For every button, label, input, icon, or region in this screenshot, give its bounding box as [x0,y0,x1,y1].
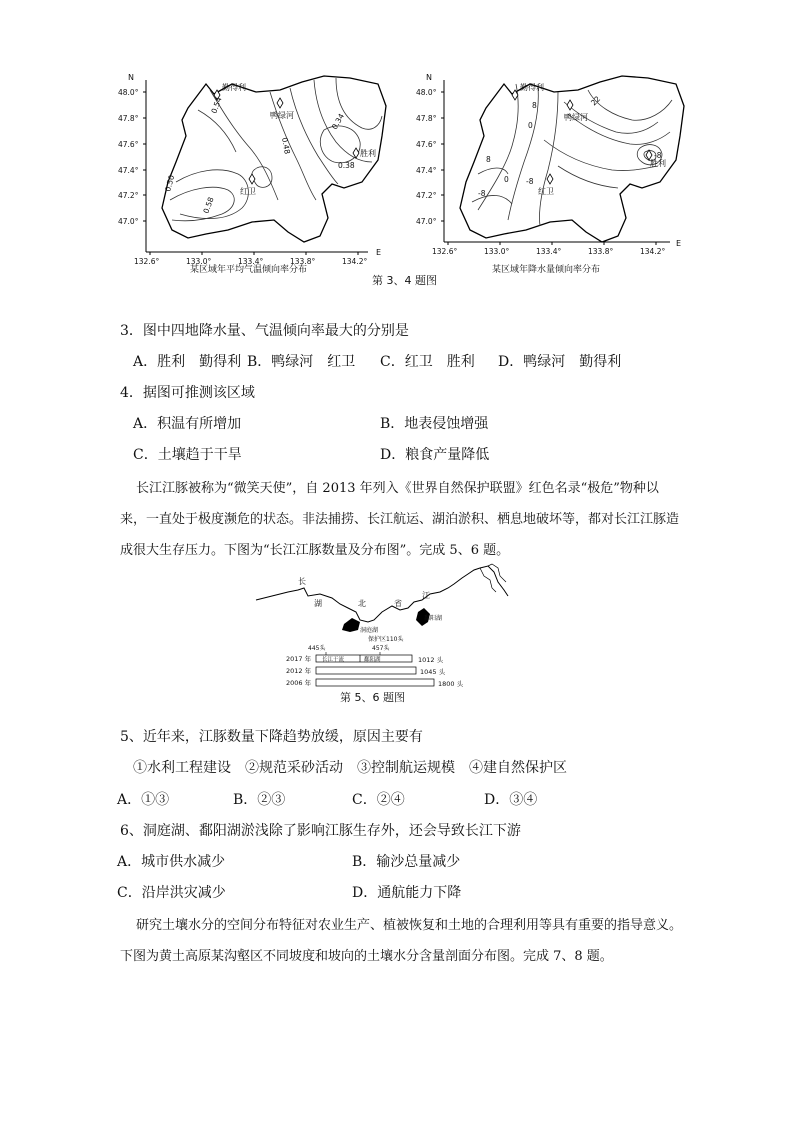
place-label: 胜利 [650,159,666,168]
lake-label: 鄱阳湖 [424,615,443,622]
place-label: 红卫 [538,187,554,196]
count-label: 457头 [372,645,390,652]
bar-label: 鄱阳湖 [364,657,381,663]
ytick: 47.2° [118,191,139,200]
place-label: 鸭绿河 [270,111,294,120]
contour-label: -8 [654,151,662,160]
map-label: 北 [358,599,366,608]
ytick: 47.4° [416,166,437,175]
contour-label: 8 [532,101,537,110]
contour-label: 0 [504,175,509,184]
ytick: 47.8° [118,114,139,123]
east-label: E [376,248,382,257]
question-4-stem: 4．据图可推测该区域 [120,385,255,401]
river-line [256,566,508,622]
question-5-stem: 5、近年来，江豚数量下降趋势放缓，原因主要有 [120,729,423,745]
ytick: 47.0° [416,217,437,226]
q6-option-b[interactable]: B．输沙总量减少 [352,854,461,870]
q4-option-c[interactable]: C．土壤趋于干旱 [133,447,242,463]
xtick: 133.8° [290,257,316,266]
figure-caption: 第 5、6 题图 [340,691,405,704]
contour-label: 0.38 [338,161,355,170]
bar-2006 [316,679,434,686]
count-label: 1800 头 [438,680,464,688]
map-label: 长 [298,577,306,586]
map-caption: 某区域年平均气温倾向率分布 [190,265,308,275]
bar-2012 [316,667,416,674]
north-label: N [128,73,134,82]
year-label: 2006 年 [286,679,312,687]
q5-items: ①水利工程建设 ②规范采砂活动 ③控制航运规模 ④建自然保护区 [133,760,567,776]
figure-caption: 第 3、4 题图 [372,274,437,287]
map-label: 湖 [314,599,322,608]
count-label: 445头 [308,645,326,652]
map-label: 江 [422,591,430,600]
passage-2-line: 研究土壤水分的空间分布特征对农业生产、植被恢复和土地的合理利用等具有重要的指导意义。 [136,918,683,933]
ytick: 47.0° [118,217,139,226]
xtick: 133.8° [588,247,614,256]
xtick: 133.0° [186,257,212,266]
q4-option-b[interactable]: B．地表侵蚀增强 [380,416,489,432]
map-caption: 某区域年降水量倾向率分布 [492,265,601,275]
place-label: 胜利 [360,149,376,158]
q6-option-c[interactable]: C．沿岸洪灾减少 [117,885,226,901]
contour-label: 22 [589,94,603,108]
map-left [110,70,400,275]
count-label: 保护区110头 [368,636,404,643]
count-label: 1012 头 [418,656,444,664]
q3-option-a[interactable]: A．胜利 勤得利 [133,354,242,370]
place-label: 红卫 [240,187,256,196]
contour-label: 0.34 [329,112,347,131]
xtick: 134.2° [640,247,666,256]
contour-label: -8 [526,177,534,186]
xtick: 133.4° [536,247,562,256]
xtick: 134.2° [342,257,368,266]
xtick: 132.6° [432,247,458,256]
passage-1-line: 来，一直处于极度濒危的状态。非法捕捞、长江航运、湖泊淤积、栖息地破坏等，都对长江江豚造 [120,512,680,527]
q3-option-d[interactable]: D．鸭绿河 勤得利 [498,354,622,370]
ytick: 47.2° [416,191,437,200]
map-right [408,70,698,275]
place-label: 勤得利 [520,83,544,92]
contour-label: 0.48 [280,136,292,155]
q5-option-a[interactable]: A．①③ [117,792,170,808]
q5-option-b[interactable]: B．②③ [233,792,286,808]
q3-option-c[interactable]: C．红卫 胜利 [380,354,475,370]
q4-option-d[interactable]: D．粮食产量降低 [380,447,490,463]
ytick: 47.6° [416,140,437,149]
passage-2-line: 下图为黄土高原某沟壑区不同坡度和坡向的土壤水分含量剖面分布图。完成 7、8 题。 [120,949,613,964]
q5-option-d[interactable]: D．③④ [484,792,538,808]
year-label: 2017 年 [286,655,312,663]
east-label: E [676,239,682,248]
passage-1-line: 成很大生存压力。下图为“长江江豚数量及分布图”。完成 5、6 题。 [120,543,510,558]
contour-label: -8 [478,189,486,198]
q5-option-c[interactable]: C．②④ [352,792,405,808]
passage-1-line: 长江江豚被称为“微笑天使”，自 2013 年列入《世界自然保护联盟》红色名录“极危”物种以 [136,481,659,496]
dongting-lake [342,618,360,632]
lake-label: 洞庭湖 [360,627,379,634]
xtick: 133.0° [484,247,510,256]
question-3-stem: 3．图中四地降水量、气温倾向率最大的分别是 [120,323,409,339]
north-label: N [426,73,432,82]
ytick: 47.6° [118,140,139,149]
place-label: 鸭绿河 [564,113,588,122]
year-label: 2012 年 [286,667,312,675]
contours [170,78,382,221]
count-label: 1045 头 [420,668,446,676]
contour-label: 0.50 [163,174,177,193]
ytick: 48.0° [416,88,437,97]
contour-label: 8 [486,155,491,164]
ytick: 48.0° [118,88,139,97]
contour-label: 0 [528,121,533,130]
ytick: 47.8° [416,114,437,123]
map-label: 省 [394,599,402,608]
q3-option-b[interactable]: B．鸭绿河 红卫 [247,354,356,370]
contour-label: 0.58 [201,195,216,215]
contour-label: 0.54 [209,95,224,115]
q4-option-a[interactable]: A．积温有所增加 [133,416,242,432]
ytick: 47.4° [118,166,139,175]
q6-option-a[interactable]: A．城市供水减少 [117,854,226,870]
place-label: 勤得利 [222,83,246,92]
q6-option-d[interactable]: D．通航能力下降 [352,885,462,901]
question-6-stem: 6、洞庭湖、鄱阳湖淤浅除了影响江豚生存外，还会导致长江下游 [120,823,521,839]
xtick: 133.4° [238,257,264,266]
xtick: 132.6° [134,257,160,266]
bar-label: 长江干流 [322,657,345,663]
yangtze-dolphin-figure [236,562,526,692]
